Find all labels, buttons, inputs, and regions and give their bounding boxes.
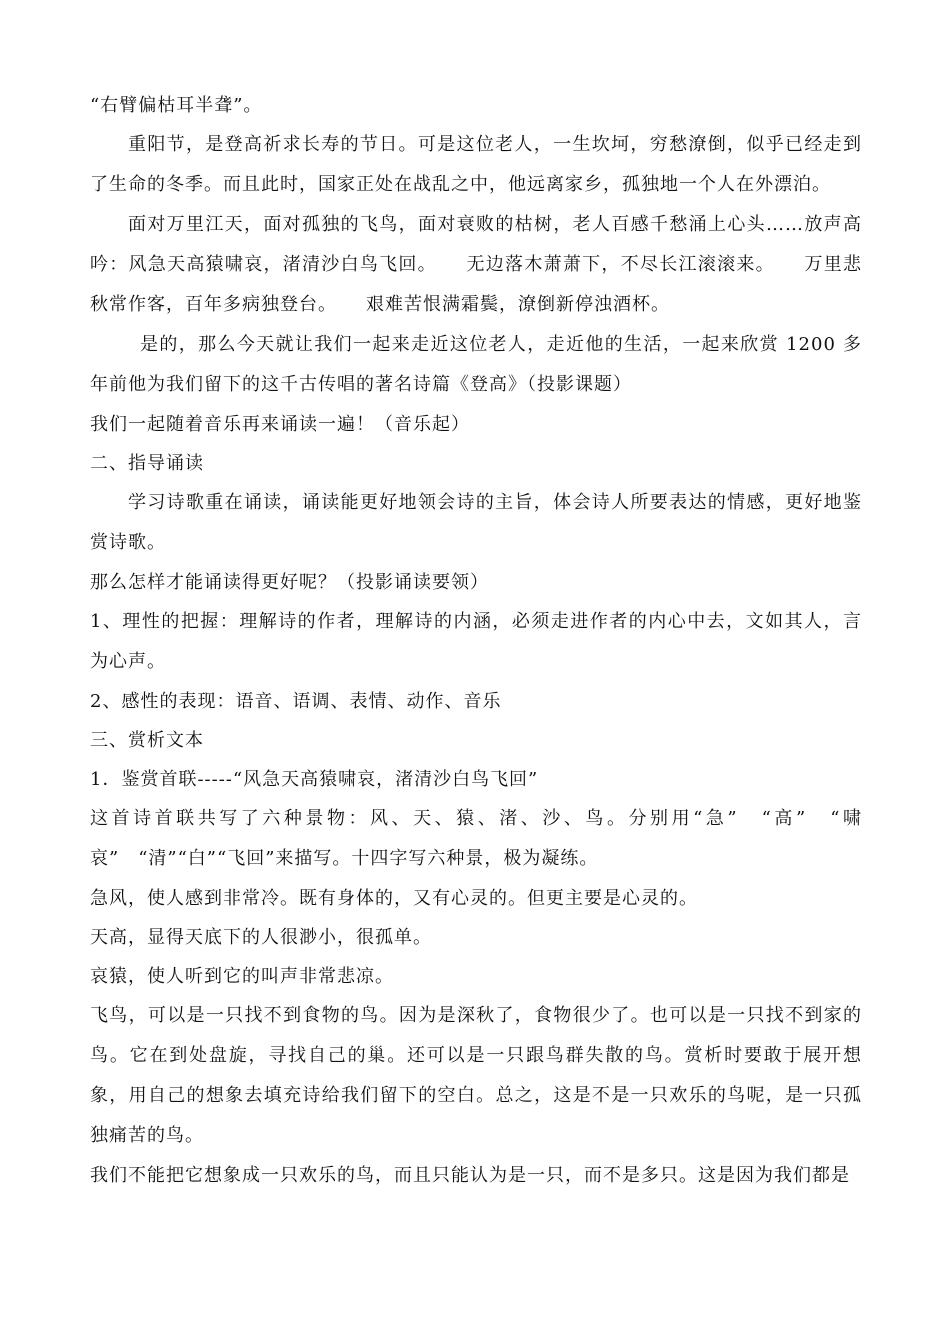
- paragraph-strong-wind: 急风，使人感到非常冷。既有身体的，又有心灵的。但更主要是心灵的。: [90, 888, 698, 909]
- paragraph-single-bird: 我们不能把它想象成一只欢乐的鸟，而且只能认为是一只，而不是多只。这是因为我们都是: [90, 1165, 850, 1186]
- list-item-emotional: 2、感性的表现：语音、语调、表情、动作、音乐: [90, 691, 502, 712]
- paragraph-high-sky: 天高，显得天底下的人很渺小，很孤单。: [90, 927, 432, 948]
- paragraph-flying-bird: 飞鸟，可以是一只找不到食物的鸟。因为是深秋了，食物很少了。也可以是一只找不到家的鸟。它在到处盘旋，寻找自己的巢。还可以是一只跟鸟群失散的鸟。赏析时要敢于展开想象，用自己的想象去填充诗给我们留下的空白。总之，这是不是一只欢乐的鸟呢，是一只孤独痛苦的鸟。: [90, 1005, 862, 1146]
- document-body: [90, 86, 862, 1195]
- paragraph-facing-river: 面对万里江天，面对孤独的飞鸟，面对衰败的枯树，老人百感千愁涌上心头……放声高吟：风急天高猿啸哀，渚清沙白鸟飞回。 无边落木萧萧下，不尽长江滚滚来。 万里悲秋常作客，百年多病独登台。 艰难苦恨满霜鬓，潦倒新停浊酒杯。: [90, 214, 862, 315]
- subheading-first-couplet: 1．鉴赏首联-----“风急天高猿啸哀，渚清沙白鸟飞回”: [90, 769, 539, 790]
- paragraph-six-scenes: 这首诗首联共写了六种景物：风、天、猿、渚、沙、鸟。分别用“急” “高” “啸哀” “清”“白”“飞回”来描写。十四字写六种景，极为凝练。: [90, 808, 862, 869]
- paragraph-recite-together: 我们一起随着音乐再来诵读一遍！（音乐起）: [90, 414, 470, 435]
- paragraph-how-to-read: 那么怎样才能诵读得更好呢？（投影诵读要领）: [90, 572, 489, 593]
- section-heading-text-analysis: 三、赏析文本: [90, 730, 204, 751]
- section-heading-guided-reading: 二、指导诵读: [90, 453, 204, 474]
- paragraph-chongyang: 重阳节，是登高祈求长寿的节日。可是这位老人，一生坎坷，穷愁潦倒，似乎已经走到了生命的冬季。而且此时，国家正处在战乱之中，他远离家乡，孤独地一个人在外漂泊。: [90, 134, 862, 195]
- paragraph-reading-importance: 学习诗歌重在诵读，诵读能更好地领会诗的主旨，体会诗人所要表达的情感，更好地鉴赏诗歌。: [90, 492, 862, 553]
- paragraph-wailing-ape: 哀猿，使人听到它的叫声非常悲凉。: [90, 966, 394, 987]
- paragraph-introduction: 是的，那么今天就让我们一起来走近这位老人，走近他的生活，一起来欣赏 1200 多年前他为我们留下的这千古传唱的著名诗篇《登高》（投影课题）: [90, 334, 862, 395]
- list-item-rational: 1、理性的把握：理解诗的作者，理解诗的内涵，必须走进作者的内心中去，文如其人，言为心声。: [90, 611, 862, 672]
- paragraph-quote-continuation: “右臂偏枯耳半聋”。: [90, 95, 263, 116]
